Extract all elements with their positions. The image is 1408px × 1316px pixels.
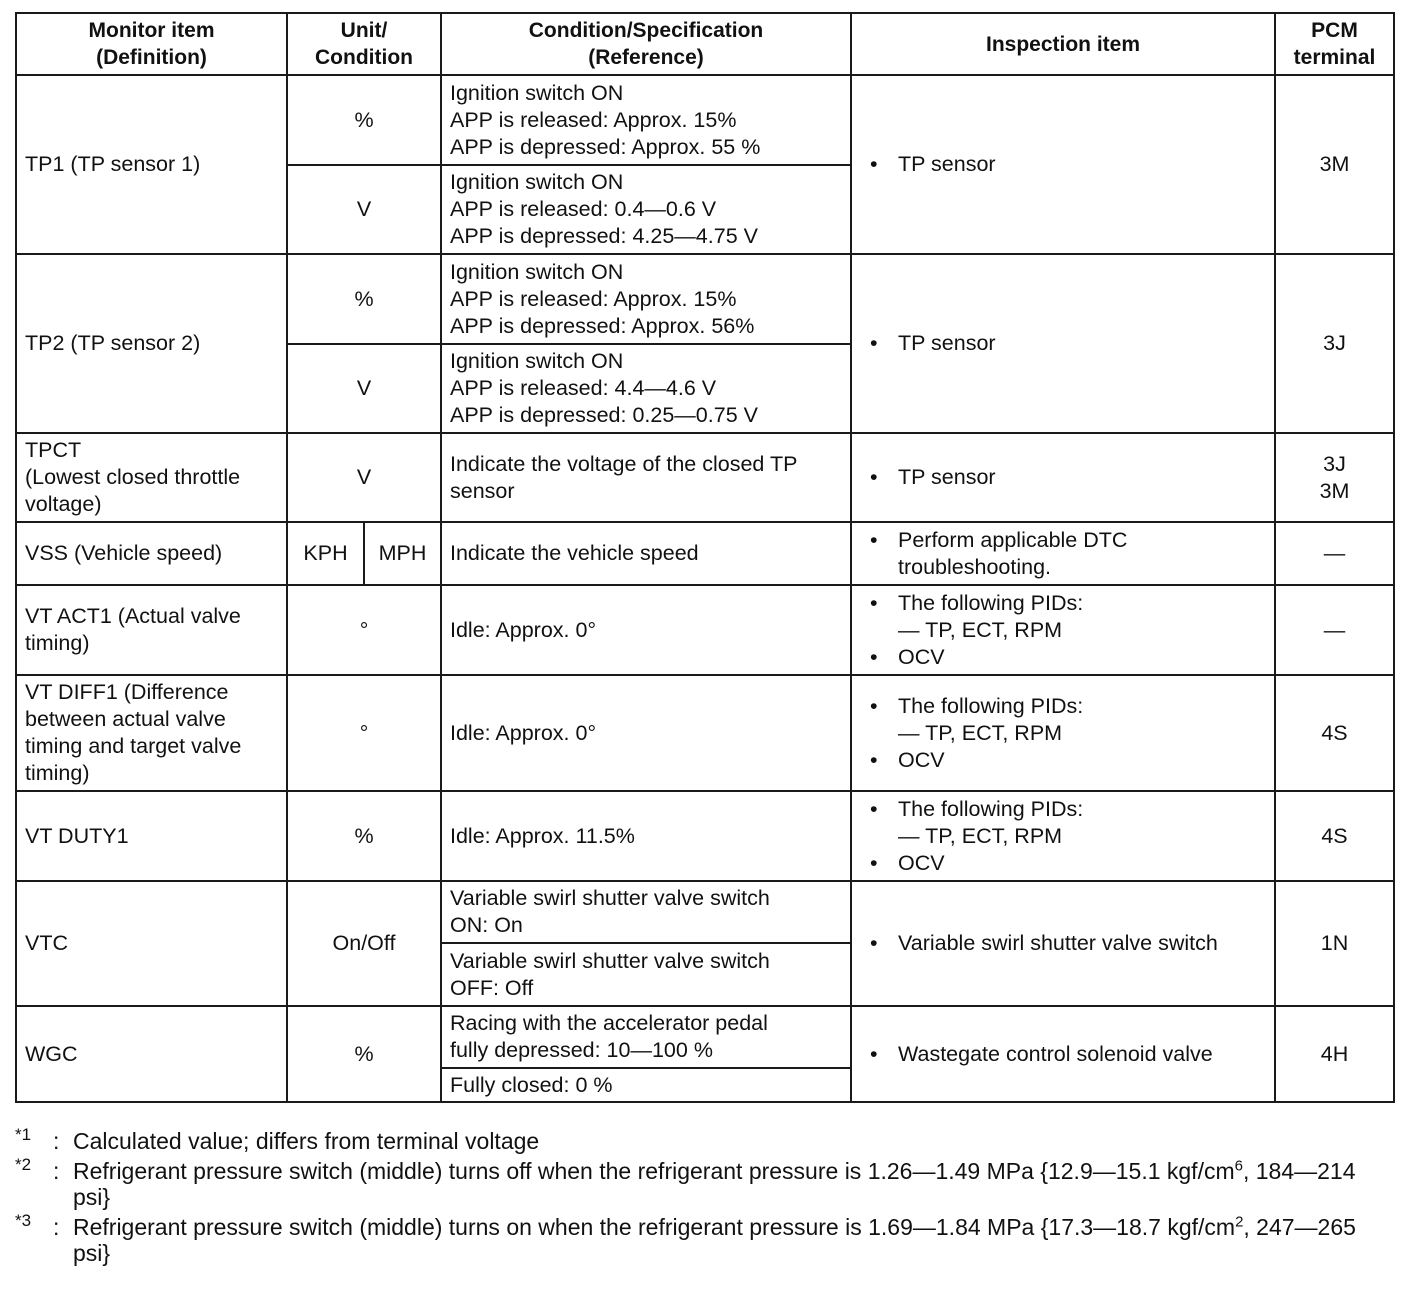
footnote-2 xyxy=(15,1155,1393,1210)
monitor-item-cell: VTC xyxy=(16,881,287,1006)
header-pcm-terminal: PCM terminal xyxy=(1275,13,1394,75)
footnote-3 xyxy=(15,1211,1393,1266)
inspection-item: • Wastegate control solenoid valve xyxy=(860,1041,1266,1068)
pcm-terminal-cell: 3M xyxy=(1275,75,1394,254)
inspection-item: • OCV xyxy=(860,747,1266,774)
inspection-cell xyxy=(851,254,1275,433)
table-row xyxy=(16,1006,1394,1068)
inspection-item: • TP sensor xyxy=(860,464,1266,491)
footnote-text-end: , 184—214 psi} xyxy=(73,1158,1356,1210)
table-row xyxy=(16,254,1394,344)
unit-cell: On/Off xyxy=(287,881,441,1006)
pcm-terminal-cell: 4H xyxy=(1275,1006,1394,1102)
unit-cell: ° xyxy=(287,675,441,791)
inspection-item: • The following PIDs: xyxy=(860,796,1266,823)
monitor-item-cell: VT DIFF1 (Difference between actual valve timing and target valve timing) xyxy=(16,675,287,791)
pcm-terminal-cell: — xyxy=(1275,522,1394,585)
footnote-colon: : xyxy=(53,1158,60,1184)
inspection-item: • OCV xyxy=(860,644,1266,671)
condition-cell: Idle: Approx. 11.5% xyxy=(441,791,851,881)
footnote-superscript: 2 xyxy=(1235,1213,1244,1231)
monitor-item-cell: TP2 (TP sensor 2) xyxy=(16,254,287,433)
footnotes xyxy=(15,1125,1393,1270)
pcm-terminal-cell: 4S xyxy=(1275,675,1394,791)
pcm-terminal-cell: 3J 3M xyxy=(1275,433,1394,522)
monitor-spec-table xyxy=(15,12,1395,1103)
inspection-item: • Variable swirl shutter valve switch xyxy=(860,930,1266,957)
inspection-item: • TP sensor xyxy=(860,151,1266,178)
unit-cell: % xyxy=(287,254,441,344)
inspection-cell xyxy=(851,881,1275,1006)
monitor-item-cell: TP1 (TP sensor 1) xyxy=(16,75,287,254)
footnote-text: Refrigerant pressure switch (middle) turns off when the refrigerant pressure is 1.26—1.49 MPa {12.9—15.1 kgf/cm xyxy=(73,1158,1235,1184)
pcm-terminal-cell: 4S xyxy=(1275,791,1394,881)
unit-mph-cell: MPH xyxy=(364,522,441,585)
condition-cell: Idle: Approx. 0° xyxy=(441,585,851,675)
table-header-row xyxy=(16,13,1394,75)
monitor-item-cell: WGC xyxy=(16,1006,287,1102)
table-row xyxy=(16,433,1394,522)
monitor-item-cell: VT DUTY1 xyxy=(16,791,287,881)
inspection-cell xyxy=(851,675,1275,791)
inspection-item: • The following PIDs: xyxy=(860,693,1266,720)
condition-cell: Indicate the vehicle speed xyxy=(441,522,851,585)
table-row xyxy=(16,585,1394,675)
unit-cell: V xyxy=(287,433,441,522)
footnote-1 xyxy=(15,1125,1393,1154)
inspection-item: • OCV xyxy=(860,850,1266,877)
inspection-item: • TP sensor xyxy=(860,330,1266,357)
monitor-item-cell: TPCT (Lowest closed throttle voltage) xyxy=(16,433,287,522)
inspection-item: • Perform applicable DTC troubleshooting. xyxy=(860,527,1266,581)
inspection-cell xyxy=(851,1006,1275,1102)
unit-cell: % xyxy=(287,75,441,165)
footnote-text-end: , 247—265 psi} xyxy=(73,1214,1356,1266)
condition-cell: Ignition switch ON APP is released: Approx. 15% APP is depressed: Approx. 55 % xyxy=(441,75,851,165)
condition-cell: Fully closed: 0 % xyxy=(441,1068,851,1102)
footnote-superscript: 6 xyxy=(1234,1157,1243,1175)
inspection-subitem: — TP, ECT, RPM xyxy=(898,823,1063,848)
header-condition: Condition/Specification (Reference) xyxy=(441,13,851,75)
unit-cell: V xyxy=(287,165,441,254)
table-row xyxy=(16,791,1394,881)
header-inspection: Inspection item xyxy=(851,13,1275,75)
inspection-cell xyxy=(851,585,1275,675)
condition-cell: Racing with the accelerator pedal fully depressed: 10—100 % xyxy=(441,1006,851,1068)
inspection-subitem: — TP, ECT, RPM xyxy=(898,617,1063,642)
unit-cell: V xyxy=(287,344,441,433)
monitor-item-cell: VSS (Vehicle speed) xyxy=(16,522,287,585)
unit-kph-cell: KPH xyxy=(287,522,364,585)
footnote-text: Refrigerant pressure switch (middle) turns on when the refrigerant pressure is 1.69—1.84 MPa {17.3—18.7 kgf/cm xyxy=(73,1214,1236,1240)
condition-cell: Ignition switch ON APP is released: 4.4—4.6 V APP is depressed: 0.25—0.75 V xyxy=(441,344,851,433)
condition-cell: Ignition switch ON APP is released: Approx. 15% APP is depressed: Approx. 56% xyxy=(441,254,851,344)
footnote-colon: : xyxy=(53,1128,60,1154)
inspection-subitem: — TP, ECT, RPM xyxy=(898,720,1063,745)
table-row xyxy=(16,675,1394,791)
condition-cell: Idle: Approx. 0° xyxy=(441,675,851,791)
header-unit: Unit/ Condition xyxy=(287,13,441,75)
header-monitor-item: Monitor item (Definition) xyxy=(16,13,287,75)
inspection-cell xyxy=(851,75,1275,254)
table-row xyxy=(16,522,1394,585)
condition-cell: Ignition switch ON APP is released: 0.4—0.6 V APP is depressed: 4.25—4.75 V xyxy=(441,165,851,254)
footnote-mark: *2 xyxy=(15,1155,32,1174)
unit-cell: ° xyxy=(287,585,441,675)
inspection-cell xyxy=(851,522,1275,585)
table-row xyxy=(16,75,1394,165)
table-row xyxy=(16,881,1394,943)
inspection-cell xyxy=(851,791,1275,881)
footnote-mark: *1 xyxy=(15,1125,32,1144)
unit-cell: % xyxy=(287,1006,441,1102)
pcm-terminal-cell: — xyxy=(1275,585,1394,675)
pcm-terminal-cell: 3J xyxy=(1275,254,1394,433)
footnote-mark: *3 xyxy=(15,1211,32,1230)
inspection-cell xyxy=(851,433,1275,522)
footnote-colon: : xyxy=(53,1214,60,1240)
inspection-item: • The following PIDs: xyxy=(860,590,1266,617)
monitor-item-cell: VT ACT1 (Actual valve timing) xyxy=(16,585,287,675)
unit-cell: % xyxy=(287,791,441,881)
footnote-text: Calculated value; differs from terminal voltage xyxy=(73,1128,540,1154)
condition-cell: Variable swirl shutter valve switch OFF: Off xyxy=(441,943,851,1006)
condition-cell: Indicate the voltage of the closed TP sensor xyxy=(441,433,851,522)
pcm-terminal-cell: 1N xyxy=(1275,881,1394,1006)
condition-cell: Variable swirl shutter valve switch ON: On xyxy=(441,881,851,943)
